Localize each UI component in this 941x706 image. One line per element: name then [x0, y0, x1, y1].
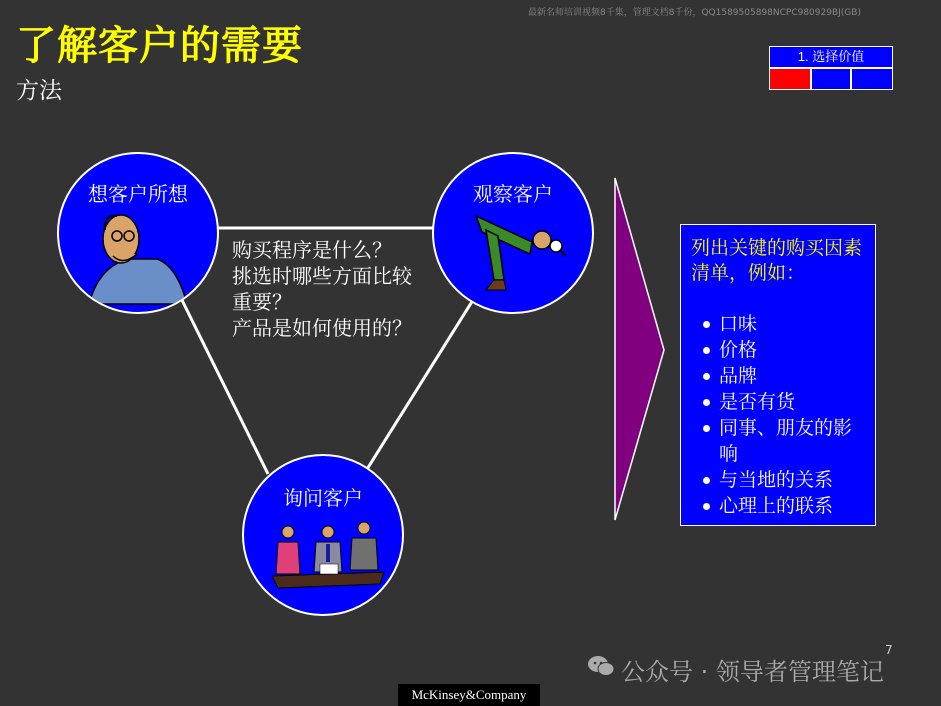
watermark-text: 公众号 · 领导者管理笔记: [621, 658, 884, 686]
mckinsey-logo: McKinsey&Company: [398, 684, 540, 706]
circle-observe-label: 观察客户: [473, 182, 553, 206]
question-line: 产品是如何使用的？: [232, 316, 412, 340]
header-note: 最新名师培训视频8千集，管理文档8千份，QQ1589505898NCPC980929BJ(GB): [528, 8, 861, 18]
step-label: 1. 选择价值: [769, 46, 893, 68]
list-item: 是否有货: [701, 389, 869, 415]
circle-think: [57, 152, 219, 314]
question-line: 挑选时哪些方面比较: [232, 264, 412, 288]
purple-arrow-icon: [615, 178, 664, 520]
circle-ask-label: 询问客户: [283, 486, 363, 510]
list-item: 价格: [701, 337, 869, 363]
question-line: 购买程序是什么？: [232, 238, 392, 262]
list-item: 心理上的联系: [701, 493, 869, 519]
circle-think-label: 想客户所想: [88, 182, 188, 206]
list-item: 与当地的关系: [701, 467, 869, 493]
purchase-factors-box: [680, 224, 876, 526]
list-item: 品牌: [701, 363, 869, 389]
meeting-people-icon: [244, 456, 402, 614]
list-item: 口味: [701, 311, 869, 337]
observing-man-icon: [434, 154, 592, 312]
slide-subtitle: 方法: [16, 78, 62, 104]
wechat-icon: [587, 654, 615, 678]
question-line: 重要？: [232, 290, 292, 314]
slide-title: 了解客户的需要: [16, 23, 303, 69]
circle-observe: [432, 152, 594, 314]
purchase-factors-list: [701, 311, 869, 519]
purchase-factors-title: 列出关键的购买因素清单，例如：: [691, 237, 863, 284]
circle-ask: [242, 454, 404, 616]
page-number: 7: [885, 643, 893, 657]
thinking-man-icon: [59, 154, 217, 312]
question-list: [232, 237, 412, 341]
list-item: 同事、朋友的影响: [701, 415, 869, 467]
